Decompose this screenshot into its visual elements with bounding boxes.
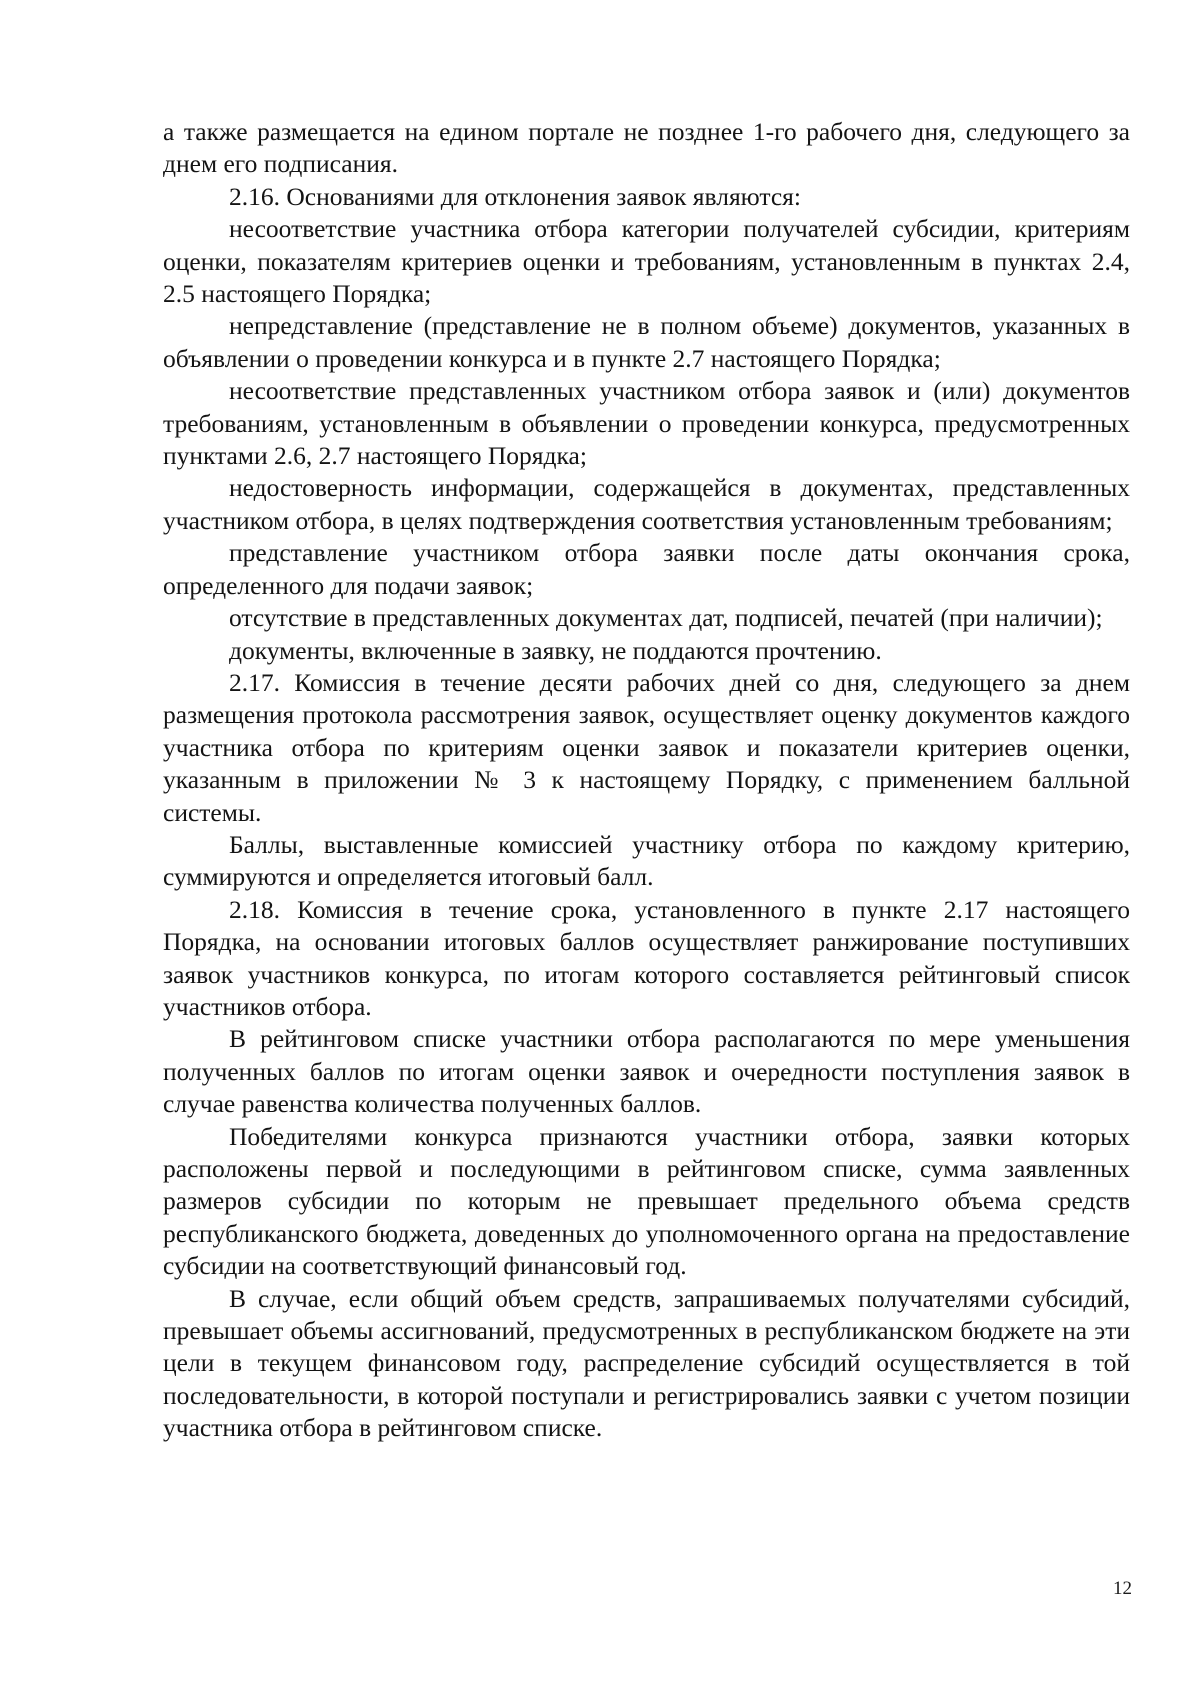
paragraph-2-18: 2.18. Комиссия в течение срока, установленного в пункте 2.17 настоящего Порядка, на основании итоговых баллов осуществляет ранжирование поступивших заявок участников конкурса, по итогам которого составляется рейтинговый список участников отбора. (163, 894, 1130, 1021)
paragraph-rejection-ground-1: несоответствие участника отбора категории получателей субсидии, критериям оценки, показателям критериев оценки и требованиям, установленным в пунктах 2.4, 2.5 настоящего Порядка; (163, 214, 1130, 309)
document-body (163, 116, 1130, 1445)
paragraph-rejection-ground-7: документы, включенные в заявку, не поддаются прочтению. (229, 635, 882, 665)
paragraph-rating-list: В рейтинговом списке участники отбора располагаются по мере уменьшения полученных баллов по итогам оценки заявок и очередности поступления заявок в случае равенства количества полученных баллов. (163, 1024, 1130, 1119)
paragraph-rejection-ground-5: представление участником отбора заявки после даты окончания срока, определенного для подачи заявок; (163, 538, 1130, 600)
paragraph-distribution: В случае, если общий объем средств, запрашиваемых получателями субсидий, превышает объемы ассигнований, предусмотренных в республиканском бюджете на эти цели в текущем финансовом году, распределение субсидий осуществляется в той последовательности, в которой поступали и регистрировались заявки с учетом позиции участника отбора в рейтинговом списке. (163, 1283, 1130, 1443)
paragraph-2-16-heading: 2.16. Основаниями для отклонения заявок являются: (229, 181, 801, 211)
paragraph-2-17: 2.17. Комиссия в течение десяти рабочих дней со дня, следующего за днем размещения протокола рассмотрения заявок, осуществляет оценку документов каждого участника отбора по критериям оценки заявок и показатели критериев оценки, указанным в приложении № 3 к настоящему Порядку, с применением балльной системы. (163, 667, 1130, 827)
paragraph-rejection-ground-2: непредставление (представление не в полном объеме) документов, указанных в объявлении о проведении конкурса и в пункте 2.7 настоящего Порядка; (163, 311, 1130, 373)
page-number: 12 (1113, 1578, 1132, 1599)
paragraph-rejection-ground-3: несоответствие представленных участником отбора заявок и (или) документов требованиям, установленным в объявлении о проведении конкурса, предусмотренных пунктами 2.6, 2.7 настоящего Порядка; (163, 376, 1130, 471)
paragraph-rejection-ground-6: отсутствие в представленных документах дат, подписей, печатей (при наличии); (229, 603, 1103, 633)
paragraph-rejection-ground-4: недостоверность информации, содержащейся в документах, представленных участником отбора, в целях подтверждения соответствия установленным требованиям; (163, 473, 1130, 535)
paragraph-continuation: а также размещается на едином портале не позднее 1-го рабочего дня, следующего за днем его подписания. (163, 117, 1130, 179)
paragraph-winners: Победителями конкурса признаются участники отбора, заявки которых расположены первой и последующими в рейтинговом списке, сумма заявленных размеров субсидии по которым не превышает предельного объема средств республиканского бюджета, доведенных до уполномоченного органа на предоставление субсидии на соответствующий финансовый год. (163, 1121, 1130, 1281)
paragraph-scores: Баллы, выставленные комиссией участнику отбора по каждому критерию, суммируются и определяется итоговый балл. (163, 829, 1130, 892)
